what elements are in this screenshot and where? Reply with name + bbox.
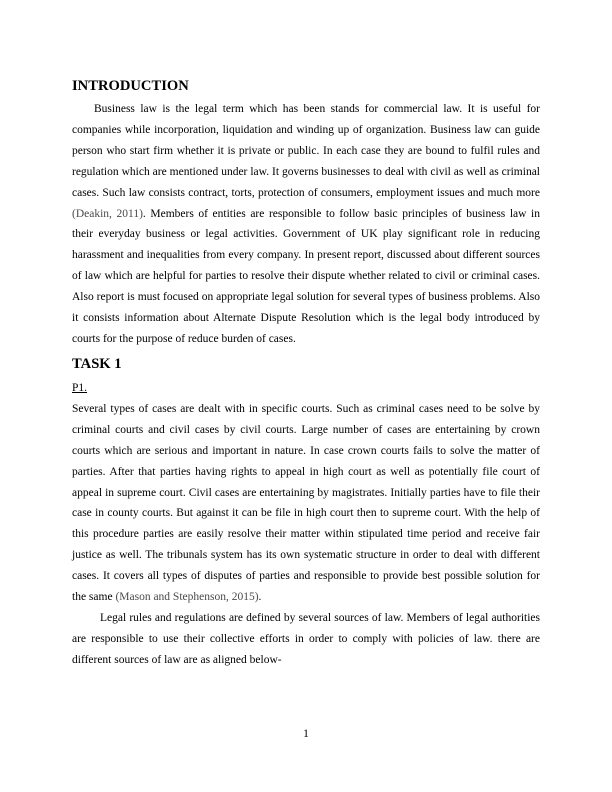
introduction-text-part-2: . Members of entities are responsible to follow basic principles of business law in their everyday business or legal activities. Government of UK play significant role in reducing harassment and inequalities from every company. In present report, discussed about different sources of law which are helpful for parties to resolve their dispute whether related to civil or criminal cases. Also report is must focused on appropriate legal solution for several types of business problems. Also it consists information about Alternate Dispute Resolution which is the legal body introduced by courts for the purpose of reduce burden of cases. xyxy=(72,207,540,345)
p1-subheading: P1. xyxy=(72,381,88,394)
task1-paragraph-2: Legal rules and regulations are defined by several sources of law. Members of legal authorities are responsible to use their collective efforts in order to comply with policies of law. there are different sources of law are as aligned below- xyxy=(72,611,540,666)
introduction-heading: INTRODUCTION xyxy=(72,78,189,94)
introduction-text-part-1: Business law is the legal term which has been stands for commercial law. It is useful for companies while incorporation, liquidation and winding up of organization. Business law can guide person who start firm whether it is private or public. In each case they are bound to fulfil rules and regulation which are mentioned under law. It governs businesses to deal with civil as well as criminal cases. Such law consists contract, torts, protection of consumers, employment issues and much more xyxy=(72,103,540,199)
task1-paragraph-1 xyxy=(72,399,540,608)
page-number: 1 xyxy=(303,728,309,740)
document-page xyxy=(72,70,540,671)
citation-mason-stephenson: (Mason and Stephenson, 2015) xyxy=(115,591,259,604)
citation-deakin: (Deakin, 2011) xyxy=(72,207,143,220)
introduction-paragraph xyxy=(72,99,540,350)
task1-heading: TASK 1 xyxy=(72,355,122,372)
task1-text-part-2: . xyxy=(258,591,262,604)
task1-text-part-1: Several types of cases are dealt with in specific courts. Such as criminal cases need to be solve by criminal courts and civil cases by civil courts. Large number of cases are entertaining by crown courts which are serious and important in nature. In case crown courts fails to solve the matter of parties. After that parties having rights to appeal in high court as well as potentially file court of appeal in supreme court. Civil cases are entertaining by magistrates. Initially parties have to file their case in county courts. But against it can be file in high court then to supreme court. With the help of this procedure parties are easily resolve their matter within stipulated time period and receive fair justice as well. The tribunals system has its own systematic structure in order to deal with different cases. It covers all types of disputes of parties and responsible to provide best possible solution for the same xyxy=(72,402,540,604)
